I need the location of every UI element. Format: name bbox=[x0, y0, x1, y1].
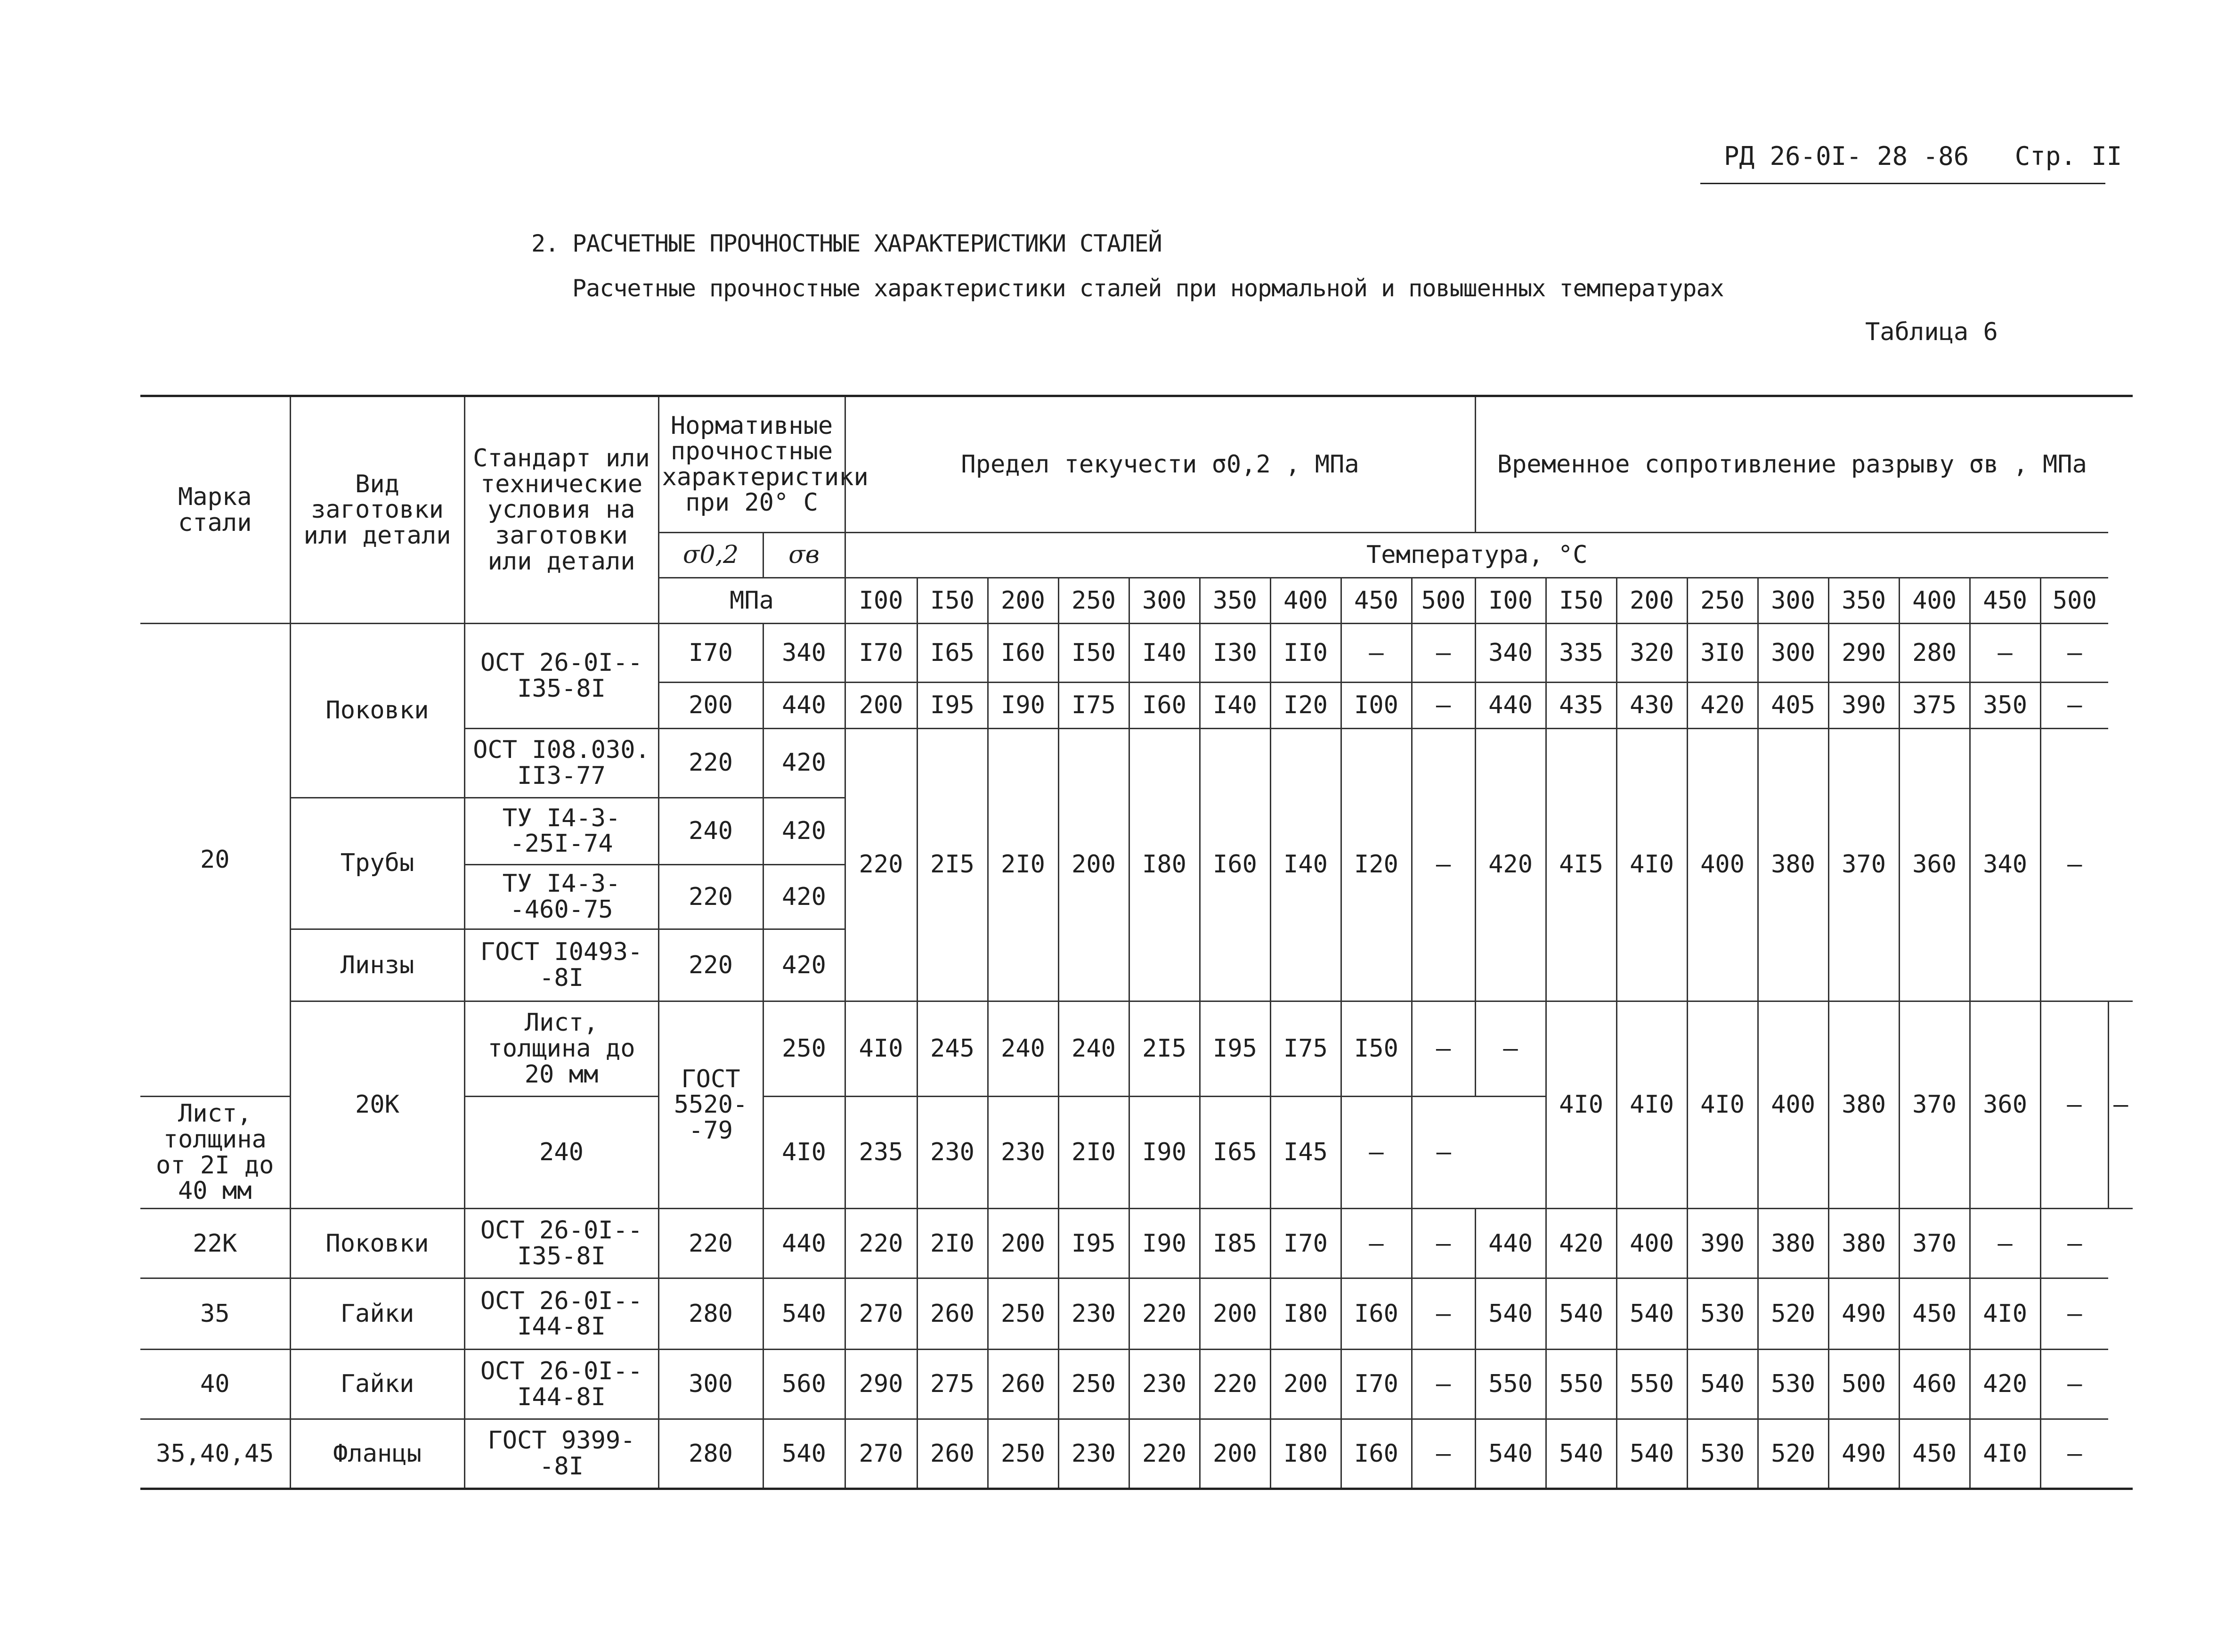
yield-value: I30 bbox=[1200, 624, 1270, 682]
tensile-value: 4I0 bbox=[1616, 1001, 1687, 1209]
standard: ГОСТ 9399--8I bbox=[464, 1419, 658, 1489]
tensile-value: 540 bbox=[1475, 1278, 1546, 1350]
temp-header: 200 bbox=[988, 578, 1058, 624]
tensile-value: 420 bbox=[1687, 682, 1758, 728]
yield-value: 275 bbox=[917, 1350, 988, 1419]
sym-tensile-header: σв bbox=[763, 532, 845, 578]
tensile-value: – bbox=[2040, 1209, 2108, 1278]
norm-tensile: 4I0 bbox=[763, 1096, 845, 1209]
tensile-value: 4I0 bbox=[1970, 1278, 2040, 1350]
standard: ОСТ I08.030. II3-77 bbox=[464, 728, 658, 798]
tensile-value: 540 bbox=[1687, 1350, 1758, 1419]
yield-value: – bbox=[1412, 1350, 1475, 1419]
yield-value: 230 bbox=[1129, 1350, 1200, 1419]
part-kind: Гайки bbox=[290, 1350, 464, 1419]
temp-header: 300 bbox=[1129, 578, 1200, 624]
yield-value: I65 bbox=[917, 624, 988, 682]
tensile-value: 490 bbox=[1828, 1419, 1899, 1489]
temp-header: 200 bbox=[1616, 578, 1687, 624]
yield-value: 2I5 bbox=[917, 728, 988, 1001]
sym-yield-header: σ0,2 bbox=[658, 532, 763, 578]
col-header-kind: Вид заготовки или детали bbox=[290, 396, 464, 624]
yield-value: 230 bbox=[988, 1096, 1058, 1209]
yield-value: 240 bbox=[988, 1001, 1058, 1096]
norm-tensile: 420 bbox=[763, 798, 845, 865]
temp-header: I00 bbox=[1475, 578, 1546, 624]
part-kind: Лист, толщина до 20 мм bbox=[464, 1001, 658, 1096]
norm-tensile: 420 bbox=[763, 728, 845, 798]
yield-value: 220 bbox=[1200, 1350, 1270, 1419]
tensile-value: 450 bbox=[1899, 1278, 1970, 1350]
norm-tensile: 420 bbox=[763, 929, 845, 1001]
tensile-value: 390 bbox=[1687, 1209, 1758, 1278]
tensile-value: 405 bbox=[1758, 682, 1828, 728]
tensile-value: 420 bbox=[1546, 1209, 1616, 1278]
norm-tensile: 560 bbox=[763, 1350, 845, 1419]
yield-value: I60 bbox=[1200, 728, 1270, 1001]
yield-value: 220 bbox=[1129, 1419, 1200, 1489]
norm-yield: 280 bbox=[658, 1278, 763, 1350]
yield-value: – bbox=[1412, 1278, 1475, 1350]
part-kind: Трубы bbox=[290, 798, 464, 929]
yield-value: 200 bbox=[1058, 728, 1129, 1001]
tensile-value: 400 bbox=[1687, 728, 1758, 1001]
col-header-standard: Стандарт или технические условия на заготовки или детали bbox=[464, 396, 658, 624]
tensile-value: 430 bbox=[1616, 682, 1687, 728]
tensile-value: 540 bbox=[1475, 1419, 1546, 1489]
yield-value: I90 bbox=[1129, 1096, 1200, 1209]
norm-yield: 220 bbox=[658, 728, 763, 798]
tensile-value: 380 bbox=[1828, 1209, 1899, 1278]
tensile-value: – bbox=[2040, 1278, 2108, 1350]
tensile-value: 530 bbox=[1687, 1419, 1758, 1489]
yield-value: I95 bbox=[917, 682, 988, 728]
standard: ОСТ 26-0I--I44-8I bbox=[464, 1350, 658, 1419]
standard: ГОСТ I0493--8I bbox=[464, 929, 658, 1001]
temp-header: 350 bbox=[1200, 578, 1270, 624]
yield-value: I95 bbox=[1200, 1001, 1270, 1096]
table-row bbox=[140, 1419, 2133, 1489]
norm-tensile: 440 bbox=[763, 682, 845, 728]
steel-grade: 40 bbox=[140, 1350, 290, 1419]
yield-value: I60 bbox=[988, 624, 1058, 682]
tensile-value: 420 bbox=[1475, 728, 1546, 1001]
temp-header: 500 bbox=[2040, 578, 2108, 624]
tensile-value: – bbox=[2040, 728, 2108, 1001]
norm-tensile: 440 bbox=[763, 1209, 845, 1278]
temp-header: I50 bbox=[917, 578, 988, 624]
table-row bbox=[140, 1350, 2133, 1419]
tensile-value: 380 bbox=[1758, 1209, 1828, 1278]
table-row bbox=[140, 1209, 2133, 1278]
yield-value: 260 bbox=[917, 1278, 988, 1350]
yield-value: I70 bbox=[1270, 1209, 1341, 1278]
yield-value: – bbox=[1412, 624, 1475, 682]
temp-header: 500 bbox=[1412, 578, 1475, 624]
yield-value: 260 bbox=[917, 1419, 988, 1489]
tensile-value: 370 bbox=[1828, 728, 1899, 1001]
norm-tensile: 420 bbox=[763, 865, 845, 929]
part-kind: Линзы bbox=[290, 929, 464, 1001]
temp-header: 450 bbox=[1970, 578, 2040, 624]
yield-value: – bbox=[1412, 1096, 1475, 1209]
yield-value: I70 bbox=[845, 624, 917, 682]
col-header-normative: Нормативные прочностные характеристики при 20° С bbox=[658, 396, 845, 533]
unit-header: МПа bbox=[658, 578, 845, 624]
tensile-value: 360 bbox=[1899, 728, 1970, 1001]
tensile-value: – bbox=[2040, 1419, 2108, 1489]
tensile-value: 460 bbox=[1899, 1350, 1970, 1419]
tensile-value: 4I0 bbox=[1970, 1419, 2040, 1489]
tensile-value: – bbox=[2040, 1001, 2108, 1209]
yield-value: 220 bbox=[845, 728, 917, 1001]
temp-header: 350 bbox=[1828, 578, 1899, 624]
tensile-value: 400 bbox=[1758, 1001, 1828, 1209]
norm-yield: 220 bbox=[658, 929, 763, 1001]
page-number: Стр. II bbox=[2014, 141, 2122, 171]
yield-value: 250 bbox=[1058, 1350, 1129, 1419]
standard: ОСТ 26-0I--I35-8I bbox=[464, 1209, 658, 1278]
section-title: 2. РАСЧЕТНЫЕ ПРОЧНОСТНЫЕ ХАРАКТЕРИСТИКИ СТАЛЕЙ bbox=[531, 230, 1162, 257]
tensile-value: 335 bbox=[1546, 624, 1616, 682]
col-header-temperature: Температура, °С bbox=[845, 532, 2108, 578]
yield-value: I70 bbox=[1341, 1350, 1412, 1419]
tensile-value: – bbox=[2040, 624, 2108, 682]
document-reference: РД 26-0I- 28 -86 bbox=[1724, 141, 1969, 171]
tensile-value: – bbox=[1970, 624, 2040, 682]
yield-value: I65 bbox=[1200, 1096, 1270, 1209]
yield-value: I60 bbox=[1341, 1278, 1412, 1350]
tensile-value: 340 bbox=[1475, 624, 1546, 682]
yield-value: I40 bbox=[1129, 624, 1200, 682]
steel-grade: 35 bbox=[140, 1278, 290, 1350]
yield-value: 200 bbox=[988, 1209, 1058, 1278]
temp-header: I50 bbox=[1546, 578, 1616, 624]
yield-value: 270 bbox=[845, 1419, 917, 1489]
tensile-value: – bbox=[2108, 1001, 2133, 1209]
tensile-value: 530 bbox=[1687, 1278, 1758, 1350]
tensile-value: 420 bbox=[1970, 1350, 2040, 1419]
yield-value: – bbox=[1412, 728, 1475, 1001]
yield-value: 250 bbox=[988, 1419, 1058, 1489]
norm-yield: 200 bbox=[658, 682, 763, 728]
yield-value: 235 bbox=[845, 1096, 917, 1209]
standard: ОСТ 26-0I--I44-8I bbox=[464, 1278, 658, 1350]
yield-value: 200 bbox=[1270, 1350, 1341, 1419]
table-row bbox=[140, 1278, 2133, 1350]
yield-value: 200 bbox=[1200, 1419, 1270, 1489]
yield-value: – bbox=[1341, 624, 1412, 682]
norm-yield: 220 bbox=[658, 1209, 763, 1278]
yield-value: I50 bbox=[1058, 624, 1129, 682]
yield-value: – bbox=[1412, 1209, 1475, 1278]
yield-value: I20 bbox=[1270, 682, 1341, 728]
strength-table bbox=[140, 395, 2133, 1490]
yield-value: 270 bbox=[845, 1278, 917, 1350]
yield-value: I80 bbox=[1270, 1419, 1341, 1489]
page-header bbox=[1724, 141, 2122, 171]
yield-value: 2I0 bbox=[1058, 1096, 1129, 1209]
yield-value: 240 bbox=[1058, 1001, 1129, 1096]
temp-header: I00 bbox=[845, 578, 917, 624]
part-kind: Лист, толщина от 2I до 40 мм bbox=[140, 1096, 290, 1209]
tensile-value: 350 bbox=[1970, 682, 2040, 728]
yield-value: I75 bbox=[1058, 682, 1129, 728]
yield-value: 230 bbox=[1058, 1278, 1129, 1350]
tensile-value: – bbox=[2040, 1350, 2108, 1419]
yield-value: – bbox=[1341, 1209, 1412, 1278]
tensile-value: 540 bbox=[1546, 1419, 1616, 1489]
norm-yield: 240 bbox=[658, 798, 763, 865]
tensile-value: 450 bbox=[1899, 1419, 1970, 1489]
yield-value: 260 bbox=[988, 1350, 1058, 1419]
yield-value: – bbox=[1412, 1001, 1475, 1096]
tensile-value: 530 bbox=[1758, 1350, 1828, 1419]
yield-value: 200 bbox=[1200, 1278, 1270, 1350]
yield-value: 2I0 bbox=[917, 1209, 988, 1278]
tensile-value: 370 bbox=[1899, 1001, 1970, 1209]
tensile-value: 500 bbox=[1828, 1350, 1899, 1419]
tensile-value: 550 bbox=[1546, 1350, 1616, 1419]
standard: ОСТ 26-0I--I35-8I bbox=[464, 624, 658, 728]
norm-yield: 220 bbox=[658, 865, 763, 929]
tensile-value: 4I0 bbox=[1616, 728, 1687, 1001]
yield-value: 200 bbox=[845, 682, 917, 728]
yield-value: I60 bbox=[1341, 1419, 1412, 1489]
table-label: Таблица 6 bbox=[1865, 318, 1998, 346]
tensile-value: 440 bbox=[1475, 682, 1546, 728]
yield-value: 245 bbox=[917, 1001, 988, 1096]
yield-value: 2I0 bbox=[988, 728, 1058, 1001]
yield-value: 290 bbox=[845, 1350, 917, 1419]
tensile-value: 280 bbox=[1899, 624, 1970, 682]
yield-value: I20 bbox=[1341, 728, 1412, 1001]
tensile-value: 520 bbox=[1758, 1419, 1828, 1489]
tensile-value: 540 bbox=[1616, 1419, 1687, 1489]
tensile-value: 4I0 bbox=[1687, 1001, 1758, 1209]
norm-tensile: 540 bbox=[763, 1419, 845, 1489]
table-row bbox=[140, 624, 2133, 682]
yield-value: — bbox=[1341, 1096, 1412, 1209]
table-row bbox=[140, 1001, 2133, 1096]
yield-value: – bbox=[1412, 682, 1475, 728]
steel-grade: 20К bbox=[290, 1001, 464, 1209]
tensile-value: 435 bbox=[1546, 682, 1616, 728]
yield-value: – bbox=[1475, 1001, 1546, 1096]
steel-grade: 20 bbox=[140, 624, 290, 1096]
temp-header: 250 bbox=[1687, 578, 1758, 624]
norm-yield: 250 bbox=[763, 1001, 845, 1096]
tensile-value: 320 bbox=[1616, 624, 1687, 682]
temp-header: 300 bbox=[1758, 578, 1828, 624]
standard: ГОСТ 5520--79 bbox=[658, 1001, 763, 1209]
tensile-value: – bbox=[1970, 1209, 2040, 1278]
yield-value: – bbox=[1412, 1419, 1475, 1489]
tensile-value: 4I5 bbox=[1546, 728, 1616, 1001]
yield-value: 220 bbox=[845, 1209, 917, 1278]
tensile-value: 520 bbox=[1758, 1278, 1828, 1350]
yield-value: I95 bbox=[1058, 1209, 1129, 1278]
temp-header: 450 bbox=[1341, 578, 1412, 624]
yield-value: I45 bbox=[1270, 1096, 1341, 1209]
yield-value: I75 bbox=[1270, 1001, 1341, 1096]
yield-value: I50 bbox=[1341, 1001, 1412, 1096]
norm-yield: 280 bbox=[658, 1419, 763, 1489]
tensile-value: 4I0 bbox=[1546, 1001, 1616, 1209]
steel-grade: 22К bbox=[140, 1209, 290, 1278]
yield-value: I80 bbox=[1270, 1278, 1341, 1350]
tensile-value: 490 bbox=[1828, 1278, 1899, 1350]
tensile-value: – bbox=[2040, 682, 2108, 728]
tensile-value: 380 bbox=[1828, 1001, 1899, 1209]
norm-tensile: 4I0 bbox=[845, 1001, 917, 1096]
tensile-value: 370 bbox=[1899, 1209, 1970, 1278]
yield-value: I90 bbox=[988, 682, 1058, 728]
yield-value: 230 bbox=[1058, 1419, 1129, 1489]
header-underline bbox=[1700, 183, 2105, 184]
tensile-value: 540 bbox=[1546, 1278, 1616, 1350]
col-header-tensile: Временное сопротивление разрыву σв , МПа bbox=[1475, 396, 2108, 533]
temp-header: 400 bbox=[1899, 578, 1970, 624]
yield-value: I00 bbox=[1341, 682, 1412, 728]
tensile-value: 550 bbox=[1616, 1350, 1687, 1419]
tensile-value: 375 bbox=[1899, 682, 1970, 728]
yield-value: I40 bbox=[1270, 728, 1341, 1001]
temp-header: 250 bbox=[1058, 578, 1129, 624]
temp-header: 400 bbox=[1270, 578, 1341, 624]
standard: ТУ I4-3--25I-74 bbox=[464, 798, 658, 865]
tensile-value: 540 bbox=[1616, 1278, 1687, 1350]
yield-value: I60 bbox=[1129, 682, 1200, 728]
norm-tensile: 540 bbox=[763, 1278, 845, 1350]
yield-value: I90 bbox=[1129, 1209, 1200, 1278]
yield-value: 230 bbox=[917, 1096, 988, 1209]
yield-value: I40 bbox=[1200, 682, 1270, 728]
tensile-value: 360 bbox=[1970, 1001, 2040, 1209]
col-header-yield: Предел текучести σ0,2 , МПа bbox=[845, 396, 1475, 533]
yield-value: II0 bbox=[1270, 624, 1341, 682]
norm-yield: I70 bbox=[658, 624, 763, 682]
norm-yield: 300 bbox=[658, 1350, 763, 1419]
tensile-value: 390 bbox=[1828, 682, 1899, 728]
tensile-value: 550 bbox=[1475, 1350, 1546, 1419]
norm-yield: 240 bbox=[464, 1096, 658, 1209]
standard: ТУ I4-3--460-75 bbox=[464, 865, 658, 929]
tensile-value: 290 bbox=[1828, 624, 1899, 682]
tensile-value: 440 bbox=[1475, 1209, 1546, 1278]
yield-value: 220 bbox=[1129, 1278, 1200, 1350]
part-kind: Гайки bbox=[290, 1278, 464, 1350]
yield-value: I80 bbox=[1129, 728, 1200, 1001]
yield-value: 2I5 bbox=[1129, 1001, 1200, 1096]
col-header-grade: Марка стали bbox=[140, 396, 290, 624]
norm-tensile: 340 bbox=[763, 624, 845, 682]
part-kind: Поковки bbox=[290, 1209, 464, 1278]
yield-value: I85 bbox=[1200, 1209, 1270, 1278]
yield-value: 250 bbox=[988, 1278, 1058, 1350]
tensile-value: 300 bbox=[1758, 624, 1828, 682]
tensile-value: 340 bbox=[1970, 728, 2040, 1001]
tensile-value: 400 bbox=[1616, 1209, 1687, 1278]
tensile-value: 3I0 bbox=[1687, 624, 1758, 682]
steel-grade: 35,40,45 bbox=[140, 1419, 290, 1489]
tensile-value: 380 bbox=[1758, 728, 1828, 1001]
part-kind: Поковки bbox=[290, 624, 464, 798]
part-kind: Фланцы bbox=[290, 1419, 464, 1489]
table-subtitle: Расчетные прочностные характеристики сталей при нормальной и повышенных температурах bbox=[572, 275, 1724, 302]
